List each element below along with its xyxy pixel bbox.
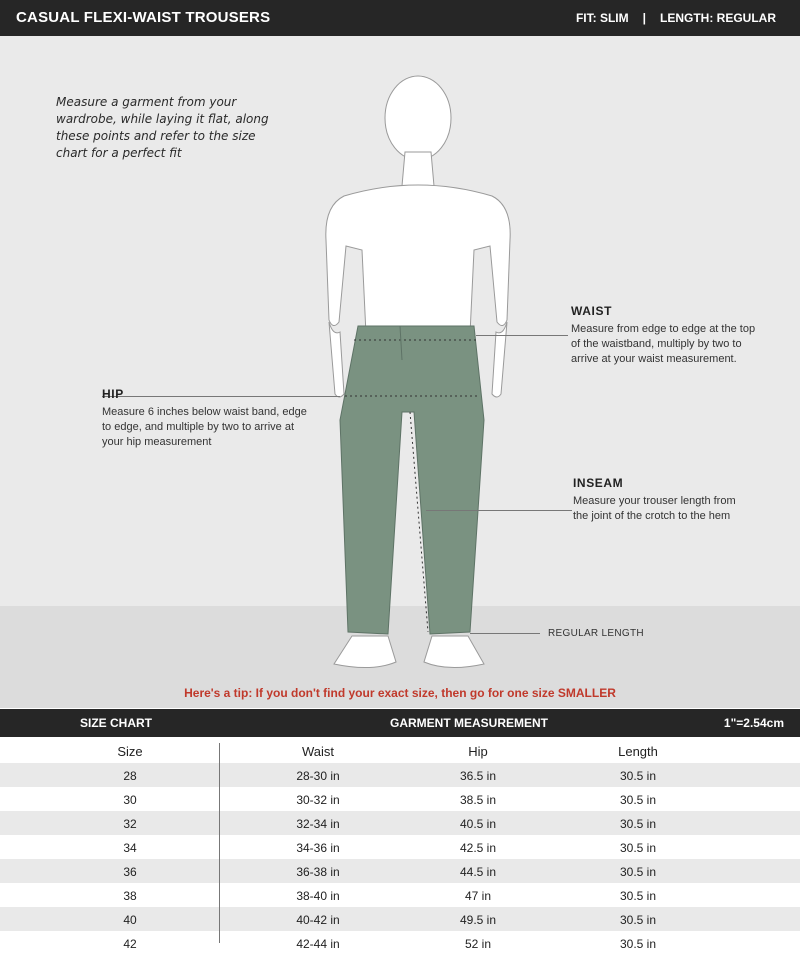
- hip-description: Measure 6 inches below waist band, edge to edge, and multiple by two to arrive at your hip measurement: [102, 406, 307, 448]
- inseam-title: INSEAM: [573, 476, 624, 490]
- hip-callout: [102, 387, 312, 450]
- trousers: [340, 326, 484, 634]
- length-label: LENGTH: REGULAR: [660, 11, 776, 25]
- waist-cell: 28-30 in: [296, 769, 340, 783]
- table-row: [0, 763, 800, 787]
- regular-length-leader: [470, 633, 540, 634]
- column-header: Hip: [468, 744, 488, 759]
- hip-cell: 47 in: [464, 889, 492, 903]
- product-title: CASUAL FLEXI-WAIST TROUSERS: [16, 9, 271, 26]
- table-row: [0, 811, 800, 835]
- table-row: [0, 787, 800, 811]
- waist-cell: 30-32 in: [296, 793, 340, 807]
- regular-length-label: REGULAR LENGTH: [548, 628, 644, 639]
- page-header: [0, 0, 800, 36]
- length-cell: 30.5 in: [619, 889, 657, 903]
- length-cell: 30.5 in: [619, 865, 657, 879]
- table-row: [0, 907, 800, 931]
- table-row: [0, 931, 800, 955]
- waist-title: WAIST: [571, 304, 612, 318]
- waist-cell: 38-40 in: [296, 889, 340, 903]
- length-cell: 30.5 in: [619, 793, 657, 807]
- size-cell: 34: [123, 841, 137, 855]
- hip-cell: 52 in: [464, 937, 492, 951]
- waist-cell: 34-36 in: [296, 841, 340, 855]
- length-cell: 30.5 in: [619, 817, 657, 831]
- hip-cell: 42.5 in: [459, 841, 497, 855]
- waist-leader-line: [476, 335, 568, 336]
- garment-measurement-label: GARMENT MEASUREMENT: [390, 716, 548, 730]
- waist-cell: 42-44 in: [296, 937, 340, 951]
- size-cell: 38: [123, 889, 137, 903]
- fit-label: FIT: SLIM: [575, 11, 629, 25]
- hip-cell: 49.5 in: [459, 913, 497, 927]
- size-chart-header: [0, 709, 800, 737]
- size-chart-label: SIZE CHART: [80, 716, 152, 730]
- waist-cell: 32-34 in: [296, 817, 340, 831]
- table-row: [0, 859, 800, 883]
- length-cell: 30.5 in: [619, 769, 657, 783]
- inseam-callout: [573, 476, 743, 524]
- intro-instructions: Measure a garment from your wardrobe, while laying it flat, along these points and refer to the size chart for a perfect fit: [56, 95, 269, 160]
- hip-cell: 40.5 in: [459, 817, 497, 831]
- waist-cell: 40-42 in: [296, 913, 340, 927]
- size-cell: 42: [123, 937, 137, 951]
- size-table: [0, 737, 800, 955]
- length-cell: 30.5 in: [619, 841, 657, 855]
- hip-cell: 36.5 in: [459, 769, 497, 783]
- waist-description: Measure from edge to edge at the top of the waistband, multiply by two to arrive at your waist measurement.: [571, 323, 756, 365]
- length-cell: 30.5 in: [619, 937, 657, 951]
- size-cell: 40: [123, 913, 137, 927]
- waist-callout: [571, 304, 761, 367]
- measurement-illustration: [0, 36, 800, 708]
- hip-cell: 38.5 in: [459, 793, 497, 807]
- table-header-row: [0, 737, 800, 763]
- table-row: [0, 883, 800, 907]
- column-header: Waist: [301, 744, 335, 759]
- size-cell: 30: [123, 793, 137, 807]
- fit-length-info: [576, 11, 776, 25]
- size-cell: 28: [123, 769, 137, 783]
- size-column-divider: [219, 743, 220, 943]
- waist-cell: 36-38 in: [296, 865, 340, 879]
- column-header: Length: [618, 744, 658, 759]
- hip-title: HIP: [102, 387, 124, 401]
- inseam-description: Measure your trouser length from the joint of the crotch to the hem: [573, 495, 736, 522]
- conversion-label: 1"=2.54cm: [723, 716, 784, 730]
- table-row: [0, 835, 800, 859]
- column-header: Size: [117, 744, 143, 759]
- size-tip: Here's a tip: If you don't find your exact size, then go for one size SMALLER: [184, 686, 616, 700]
- inseam-leader-line: [426, 510, 572, 511]
- size-cell: 32: [123, 817, 137, 831]
- length-cell: 30.5 in: [619, 913, 657, 927]
- hip-cell: 44.5 in: [459, 865, 497, 879]
- size-cell: 36: [123, 865, 137, 879]
- meta-separator: |: [642, 11, 646, 25]
